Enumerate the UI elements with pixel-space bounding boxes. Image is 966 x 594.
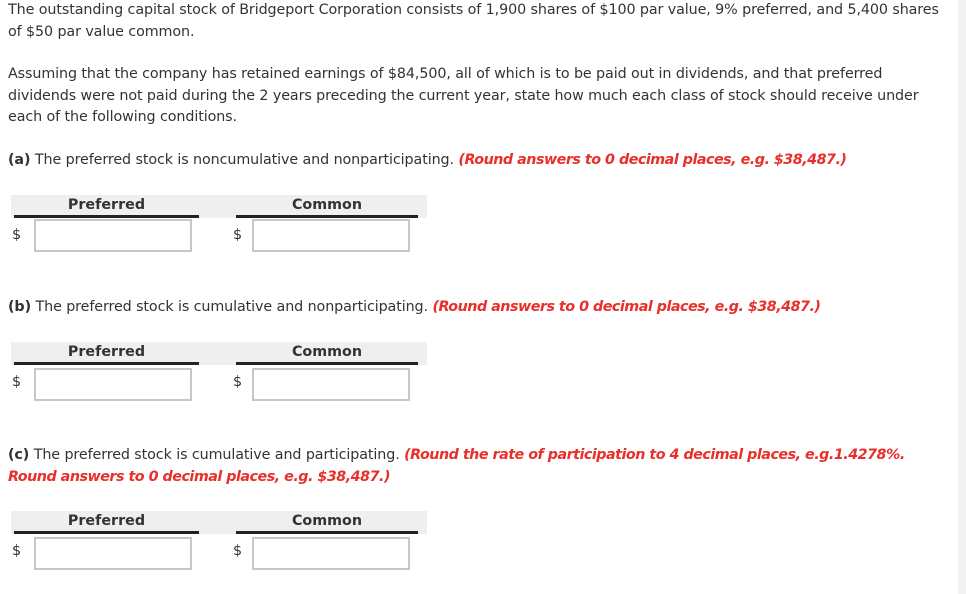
part-a-text: The preferred stock is noncumulative and nonparticipating. <box>34 152 454 168</box>
problem-assumption: Assuming that the company has retained earnings of $84,500, all of which is to be paid out in dividends, and that preferred dividends were not paid during the 2 years preceding the current year, state how much each class of stock should receive under each of the following conditions. <box>8 66 919 125</box>
part-b-text: The preferred stock is cumulative and nonparticipating. <box>35 299 428 315</box>
part-b-preferred-input[interactable] <box>34 368 192 401</box>
part-b-table-header <box>11 342 427 365</box>
part-a-col-preferred: Preferred <box>14 195 199 218</box>
part-a-common-currency: $ <box>233 227 243 243</box>
part-c-hint: (Round the rate of participation to 4 decimal places, e.g.1.4278%. Round answers to 0 decimal places, e.g. $38,487.) <box>8 447 905 485</box>
part-b-common-input[interactable] <box>252 368 410 401</box>
part-b-preferred-currency: $ <box>12 374 22 390</box>
part-a-common-input[interactable] <box>252 219 410 252</box>
part-c-text: The preferred stock is cumulative and participating. <box>33 447 400 463</box>
part-a-question <box>8 150 948 172</box>
part-a-preferred-input[interactable] <box>34 219 192 252</box>
part-b-col-common: Common <box>236 342 418 365</box>
part-a-hint: (Round answers to 0 decimal places, e.g. $38,487.) <box>458 152 847 168</box>
part-b-question <box>8 297 948 319</box>
part-a-col-common: Common <box>236 195 418 218</box>
part-c-preferred-currency: $ <box>12 543 22 559</box>
part-c-common-input[interactable] <box>252 537 410 570</box>
part-b-label: (b) <box>8 299 32 315</box>
part-c-preferred-input[interactable] <box>34 537 192 570</box>
vertical-scrollbar[interactable] <box>958 0 966 594</box>
part-a-preferred-currency: $ <box>12 227 22 243</box>
part-b-col-preferred: Preferred <box>14 342 199 365</box>
part-c-common-currency: $ <box>233 543 243 559</box>
problem-intro: The outstanding capital stock of Bridgeport Corporation consists of 1,900 shares of $100 par value, 9% preferred, and 5,400 shares of $50 par value common. <box>8 2 939 40</box>
part-c-label: (c) <box>8 447 30 463</box>
part-c-col-preferred: Preferred <box>14 511 199 534</box>
part-a-table-header <box>11 195 427 218</box>
part-c-col-common: Common <box>236 511 418 534</box>
part-c-table-header <box>11 511 427 534</box>
part-c-question <box>8 445 948 488</box>
part-a-label: (a) <box>8 152 31 168</box>
part-b-hint: (Round answers to 0 decimal places, e.g. $38,487.) <box>432 299 821 315</box>
part-b-common-currency: $ <box>233 374 243 390</box>
